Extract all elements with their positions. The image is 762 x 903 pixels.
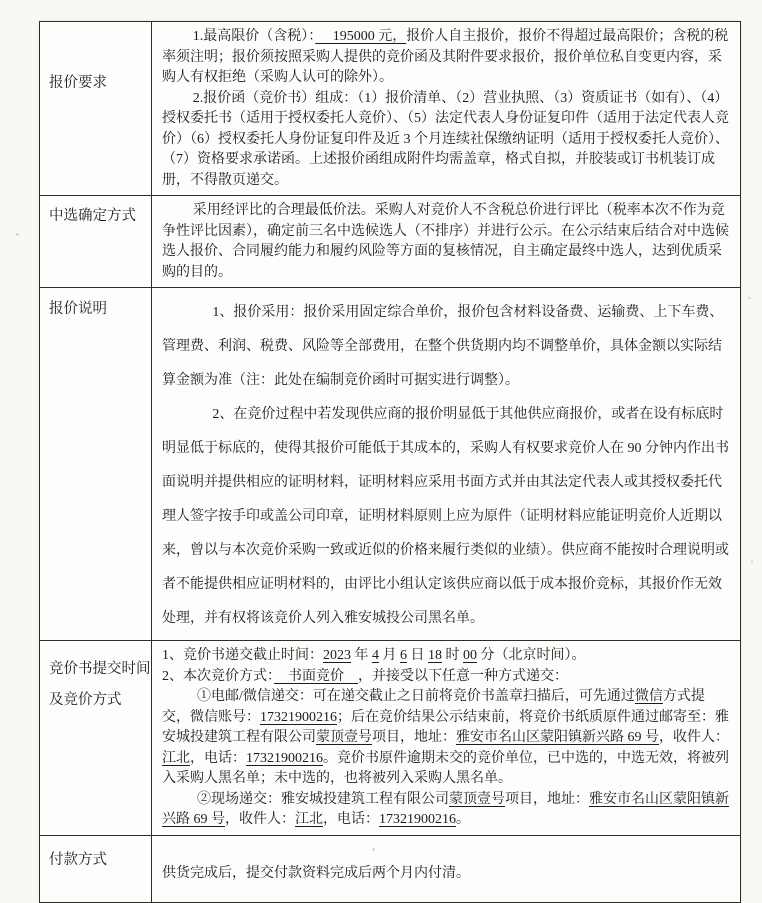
paragraph: [162, 667, 732, 688]
text-run: 2、本次竞价方式：: [162, 668, 274, 684]
paragraph: [162, 201, 732, 283]
text-run: 供货完成后，提交付款资料完成后两个月内付清。: [162, 865, 470, 881]
text-run: ①电邮/微信递交：可在递交截止之日前将竞价书盖章扫描后，可先通过: [197, 689, 635, 704]
underlined-value: 195000 元，: [315, 29, 407, 44]
paragraph: [162, 687, 732, 790]
row-label-text: 及竞价方式: [49, 692, 122, 708]
row-label-text: 竞价书提交时间: [49, 661, 151, 677]
text-run: 项目，地址：: [372, 730, 456, 745]
text-run: 月: [379, 648, 400, 663]
text-run: 。: [456, 812, 470, 827]
row-label-award-determination-method: [40, 196, 152, 287]
underlined-value: 雅安市名山区蒙阳镇新兴路 69 号: [162, 791, 729, 827]
row-label-text: 付款方式: [49, 851, 107, 868]
text-run: ，收件人：: [659, 730, 729, 745]
underlined-value: 江北: [295, 812, 323, 827]
text-run: 2、在竞价过程中若发现供应商的报价明显低于其他供应商报价，或者在设有标底时明显低于标底的，使得其报价可能低于其成本的，采购人有权要求竞价人在 90 分钟内作出书面说明并提供相应的证明材料，证明材料应采用书面方式并由其法定代表人或其授权委托代理人签字按手印或盖公司印章，证明材料原则上应为原件（证明材料应能证明竞价人近期以来，曾以与本次竞价采购一致或近似的价格来履行类似的业绩）。供应商不能按时合理说明或者不能提供相应证明材料的，由评比小组认定该供应商以低于成本报价竞标，其报价作无效处理，并有权将该竞价人列入雅安城投公司黑名单。: [162, 407, 729, 626]
row-label-quote-notes: [40, 288, 152, 640]
text-run: 。竞价书原件逾期未交的竞价单位，已中选的，中选无效，将被列入采购人黑名单；未中选的，也将被列入采购人黑名单。: [162, 750, 729, 786]
text-run: ，收件人：: [225, 812, 295, 827]
text-run: 1.最高限价（含税）：: [192, 29, 316, 44]
paragraph: [162, 398, 732, 636]
table-row-quote-notes: [40, 287, 740, 640]
text-run: ，电话：: [323, 812, 379, 827]
text-run: 1、报价采用：报价采用固定综合单价，报价包含材料设备费、运输费、上下车费、管理费、利润、税费、风险等全部费用，在整个供货期内均不调整单价，具体金额以实际结算金额为准（注：此处在编制竞价函时可据实进行调整）。: [162, 305, 724, 388]
underlined-value: 6: [400, 648, 407, 663]
scan-speck: [16, 233, 19, 236]
underlined-value: 微信: [634, 689, 663, 704]
paragraph: [162, 27, 732, 89]
underlined-value: 18: [428, 648, 442, 663]
row-label-payment-terms: [40, 836, 152, 902]
underlined-value: 17321900216: [379, 812, 456, 827]
text-run: 年: [351, 648, 372, 663]
underlined-value: 蒙顶壹号: [316, 730, 372, 745]
row-label-quote-requirements: [40, 22, 152, 195]
bidding-info-table: [39, 21, 741, 903]
paragraph: [162, 296, 732, 398]
row-content-award-determination-method: [152, 196, 740, 287]
underlined-value: 蒙顶壹号: [449, 791, 505, 807]
underlined-value: 书面竞价: [274, 668, 358, 684]
row-label-text: 报价要求: [49, 75, 107, 91]
text-run: 2.报价函（竞价书）组成：（1）报价清单、（2）营业执照、（3）资质证书（如有）、（4）授权委托书（适用于授权委托人竞价）、（5）法定代表人身份证复印件（适用于法定代表人竞价）（6）授权委托人身份证复印件及近 3 个月连续社保缴纳证明（适用于授权委托人竞价）、（7）资格要求承诺函。上述报价函组成附件均需盖章，格式自拟，并胶装或订书机装订成册，不得散页递交。: [162, 90, 729, 188]
text-run: ；后在竞价结果公示结束前，将竞价书纸质原件通过邮寄至：雅安城投建筑工程有限公司: [162, 709, 729, 745]
row-content-quote-requirements: [152, 22, 740, 195]
row-label-submission-time-and-method: [40, 641, 152, 835]
table-row-submission-time-and-method: [40, 640, 740, 835]
underlined-value: 00: [463, 648, 477, 663]
text-run: 采用经评比的合理最低价法。采购人对竞价人不含税总价进行评比（税率本次不作为竞争性评比因素），确定前三名中选候选人（不排序）并进行公示。在公示结束后结合对中选候选人报价、合同履约能力和履约风险等方面的复核情况，自主确定最终中选人，达到优质采购的目的。: [162, 203, 729, 280]
text-run: ，电话：: [190, 750, 246, 766]
scan-speck: [748, 297, 751, 299]
table-row-payment-terms: [40, 835, 740, 902]
underlined-value: 江北: [162, 750, 190, 766]
row-content-submission-time-and-method: [152, 641, 740, 835]
text-run: 方式提交，微信账号：: [162, 689, 705, 725]
text-run: 报价人自主报价，报价不得超过最高限价；含税的税率须注明；报价须按照采购人提供的竞价函及其附件要求报价，报价单位私自变更内容，采购人有权拒绝（采购人认可的除外）。: [162, 29, 729, 85]
text-run: ②现场递交：雅安城投建筑工程有限公司: [197, 791, 449, 807]
paragraph: [162, 864, 732, 885]
text-run: ，并接受以下任意一种方式递交：: [358, 668, 568, 684]
scan-speck: [751, 560, 753, 563]
underlined-value: 17321900216: [246, 750, 323, 766]
text-run: 项目，地址：: [505, 791, 589, 807]
row-content-quote-notes: [152, 288, 740, 640]
row-content-payment-terms: [152, 836, 740, 902]
text-run: 1、竞价书递交截止时间：: [162, 648, 323, 663]
underlined-value: 雅安市名山区蒙阳镇新兴路 69 号: [456, 730, 659, 745]
text-run: 分（北京时间）。: [477, 648, 586, 663]
paragraph: [162, 790, 732, 831]
row-label-text: 中选确定方式: [49, 208, 136, 224]
underlined-value: 17321900216: [260, 709, 337, 725]
underlined-value: 2023: [323, 648, 351, 663]
paragraph: [162, 89, 732, 192]
table-row-quote-requirements: [40, 22, 740, 195]
underlined-value: 4: [372, 648, 379, 663]
row-label-text: 报价说明: [49, 301, 107, 317]
scan-speck: [372, 848, 375, 851]
text-run: 日: [407, 648, 428, 663]
text-run: 时: [442, 648, 463, 663]
paragraph: [162, 646, 732, 667]
table-row-award-determination-method: [40, 195, 740, 287]
